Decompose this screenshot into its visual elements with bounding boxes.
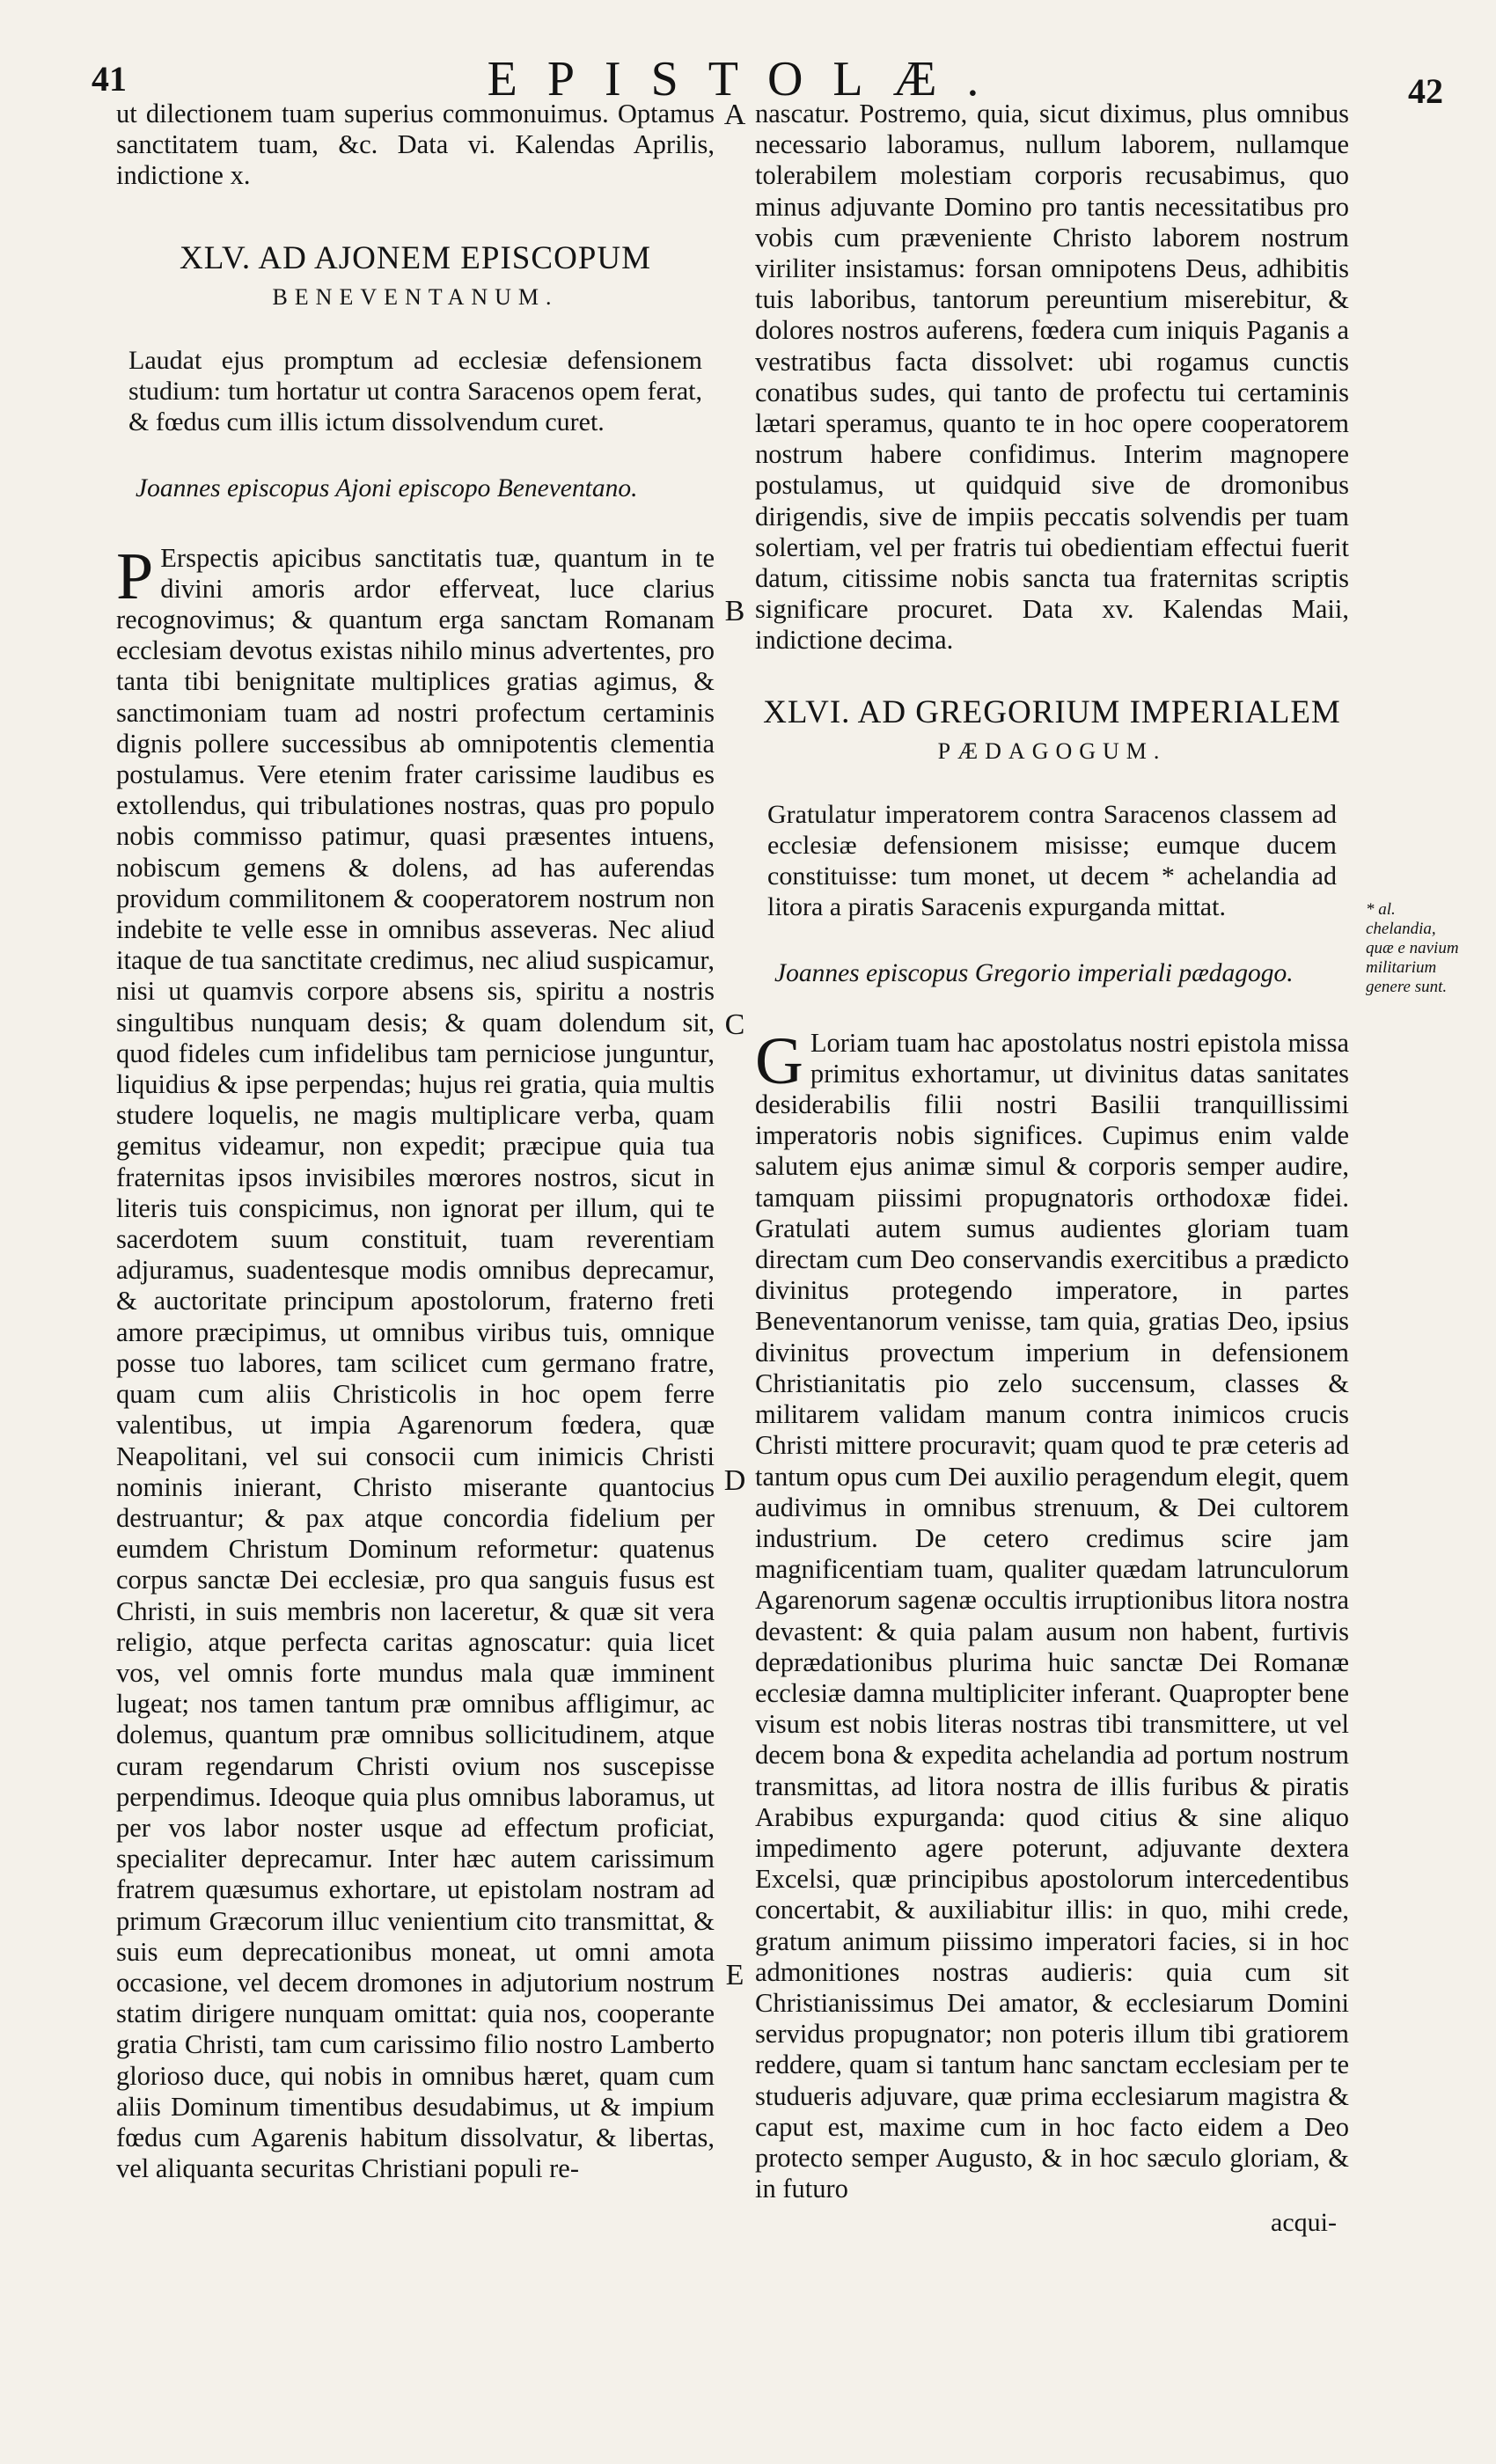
margin-note: * al. chelandia, quæ e navium militarium genere sunt.	[1366, 900, 1459, 996]
letter-summary: Gratulatur imperatorem contra Saracenos classem ad ecclesiæ defensionem misisse; eumque ducem constituisse: tum monet, ut decem * achelandia ad litora a piratis Saracenis expurganda mittat.	[767, 799, 1337, 921]
letter-heading-xlv	[116, 241, 715, 315]
letter-heading-subtitle: PÆDAGOGUM.	[937, 737, 1167, 764]
right-column	[755, 99, 1349, 2238]
margin-marker-e: E	[725, 1959, 744, 1991]
letter-body-text: Erspectis apicibus sanctitatis tuæ, quantum in te divini amoris ardor efferveat, luce clarius recognovimus; & quantum erga sanctam Romanam ecclesiam devotus existas nihilo minus advertentes, pro tanta tibi benignitate multiplices gratias agimus, & sanctimoniam tuam ad nostri profectum certaminis dignis pollere successibus ab omnipotentis clementia postulamus. Vere etenim frater carissime laudibus es extollendus, qui tribulationes nostras, quas pro populo nobis commisso patimur, quasi præsentes intuens, nobiscum gemens & dolens, ad has auferendas providum commilitonem & cooperatorem nostrum non indebite te velle esse in omnibus asseveras. Nec aliud itaque de tua sanctitate credimus, nec aliud suspicamur, nisi ut quamvis corpore absens sis, spiritu a nostris singultibus nunquam desis; & quam dolendum sit, quod fideles cum infidelibus tam perniciose junguntur, liquidius & ipse perpendas; hujus rei gratia, quia multis studere loquelis, ne magis multiplicare verba, quam gemitus videamur, non expedit; præcipue quia tua fraternitas ipsos invisibiles mœrores nostros, sicut in literis tuis conspicimus, non ignorat per illum, qui te sacerdotem suum constituit, tuam reverentiam adjuramus, suadentesque modis omnibus deprecamur, & auctoritate principum apostolorum, fraterno freti amore præcipimus, ut omnibus viribus tuis, omnique posse tuo labores, tam scilicet cum germano fratre, quam cum aliis Christicolis in hoc opem ferre valentibus, ut impia Agarenorum fœdera, quæ Neapolitani, vel sui consocii cum inimicis Christi nominis inierant, Christo miserante quantocius destruantur; & pax atque concordia fidelium per eumdem Christum Dominum reformetur: quatenus corpus sanctæ Dei ecclesiæ, pro qua sanguis fusus est Christi, in suis membris non laceretur, & quæ sit vera religio, atque perfecta caritas agnoscatur: quia licet vos, vel omnis forte mundus mala quæ imminent lugeat; nos tamen tantum præ omnibus affligimur, ac dolemus, quantum præ omnibus sollicitudinem, atque curam regendarum Christi ovium nos suscepisse perpendimus. Ideoque quia plus omnibus laboramus, ut per vos labor noster usque ad effectum proficiat, specialiter deprecamur. Inter hæc autem carissimum fratrem quæsumus exhortare, ut epistolam nostram ad primum Græcorum illuc venientium cito transmittat, & suis eum deprecationibus moneat, ut omni amota occasione, vel decem dromones in adjutorium nostrum statim dirigere nunquam omittat: quia nos, cooperante gratia Christi, tam cum carissimo filio nostro Lamberto glorioso duce, qui nobis in omnibus hæret, quam cum aliis Dominum timentibus desudabimus, ut & impium fœdus cum Agarenis habitum dissolvatur, & libertas, vel aliquanta securitas Christiani populi re-	[116, 542, 715, 2184]
margin-marker-b: B	[724, 595, 745, 627]
letter-body-text: Loriam tuam hac apostolatus nostri epistola missa primitus exhortamur, ut divinitus datas sanitates desiderabilis filii nostri Basilii tranquillissimi imperatoris nobis significes. Cupimus enim valde salutem ejus animæ simul & corporis semper audire, tamquam piissimi propugnatoris orthodoxæ fidei. Gratulati autem sumus audientes gloriam tuam directam cum Deo conservandis exercitibus a prædicto divinitus protegendo imperatore, in partes Beneventanorum venisse, tam quia, gratias Deo, ipsius divinitus provectum imperium in defensionem Christianitatis pio zelo succensum, classes & militarem validam manum contra inimicos crucis Christi mittere procuravit; quam quod te præ ceteris ad tantum opus cum Dei auxilio peragendum elegit, quem audivimus in omnibus strenuum, & Dei cultorem industrium. De cetero credimus scire jam magnificentiam tuam, qualiter quædam latrunculorum Agarenorum sagenæ occultis irruptionibus litora nostra devastent: & quia palam ausum non habent, furtivis deprædationibus plurima huic sanctæ Dei Romanæ ecclesiæ damna multipliciter inferant. Quapropter bene visum est nobis literas nostras tibi transmittere, ut vel decem bona & expedita achelandia ad portum nostrum transmittas, ad litora nostra de illis furibus & piratis Arabibus expurganda: quod citius & sine aliquo impedimento agere poterunt, adjuvante dextera Excelsi, quæ principibus apostolorum intercedentibus concertabit, & auxiliabitur illis: in quo, mihi crede, gratum animum piissimo imperatori facies, si in hoc admonitiones nostras audieris: quia cum sit Christianissimus Dei amator, & ecclesiarum Domini servidus propugnator; non poteris illum tibi gratiorem reddere, quam si tantum hanc sanctam ecclesiam per te studueris adjuvare, quæ prima ecclesiarum magistra & caput est, maxime cum in hoc facto eidem a Deo protecto semper Augusto, & in hoc sæculo gloriam, & in futuro	[755, 1027, 1349, 2204]
letter-heading-subtitle: BENEVENTANUM.	[272, 283, 559, 310]
left-intro-text: ut dilectionem tuam superius commonuimus. Optamus sanctitatem tuam, &c. Data vi. Kalendas Aprilis, indictione x.	[116, 99, 715, 191]
right-intro-text: nascatur. Postremo, quia, sicut diximus, plus omnibus necessario laboramus, nullum laborem, nullamque tolerabilem molestiam corporis recusabimus, quo minus adjuvante Domino pro tantis necessitatibus pro vobis cum præveniente Christo laborem nostrum viriliter insistamus: forsan omnipotens Deus, adhibitis tuis laboribus, tantorum pereuntium miserebitur, & dolores nostros auferens, fœdera cum iniquis Paganis a vestratibus facta dissolvet: ubi rogamus cunctis conatibus sudes, qui tanto de profectu tui certaminis lætari speramus, quanto te in hoc opere cooperatorem nostrum habere confidimus. Interim magnopere postulamus, ut quidquid sive de dromonibus dirigendis, sive de impiis peccatis solvendis per tuam solertiam, vel per fratris tui obedientiam effectui fuerit datum, citissime nobis sancta tua fraternitas scriptis significare procuret. Data xv. Kalendas Maii, indictione decima.	[755, 99, 1349, 656]
catchword: acqui-	[1271, 2208, 1337, 2238]
letter-body	[755, 1023, 1349, 2205]
page-number-left: 41	[92, 59, 127, 99]
drop-cap: G	[755, 1023, 803, 1098]
margin-marker-d: D	[723, 1464, 746, 1497]
running-title: EPISTOLÆ.	[487, 52, 1009, 106]
left-column	[116, 99, 715, 2184]
drop-cap: P	[116, 539, 154, 613]
margin-marker-a: A	[723, 99, 746, 131]
margin-marker-c: C	[724, 1008, 745, 1041]
letter-salutation: Joannes episcopus Gregorio imperiali pædagogo.	[774, 958, 1294, 987]
letter-summary: Laudat ejus promptum ad ecclesiæ defensionem studium: tum hortatur ut contra Saracenos opem ferat, & fœdus cum illis ictum dissolvendum curet.	[128, 345, 702, 436]
letter-heading-xlvi	[755, 695, 1349, 769]
letter-heading-title: XLVI. AD GREGORIUM IMPERIALEM	[763, 693, 1341, 730]
letter-heading-title: XLV. AD AJONEM EPISCOPUM	[180, 239, 651, 276]
letter-salutation: Joannes episcopus Ajoni episcopo Beneventano.	[136, 473, 638, 502]
letter-body	[116, 539, 715, 2185]
page-number-right: 42	[1408, 71, 1443, 111]
